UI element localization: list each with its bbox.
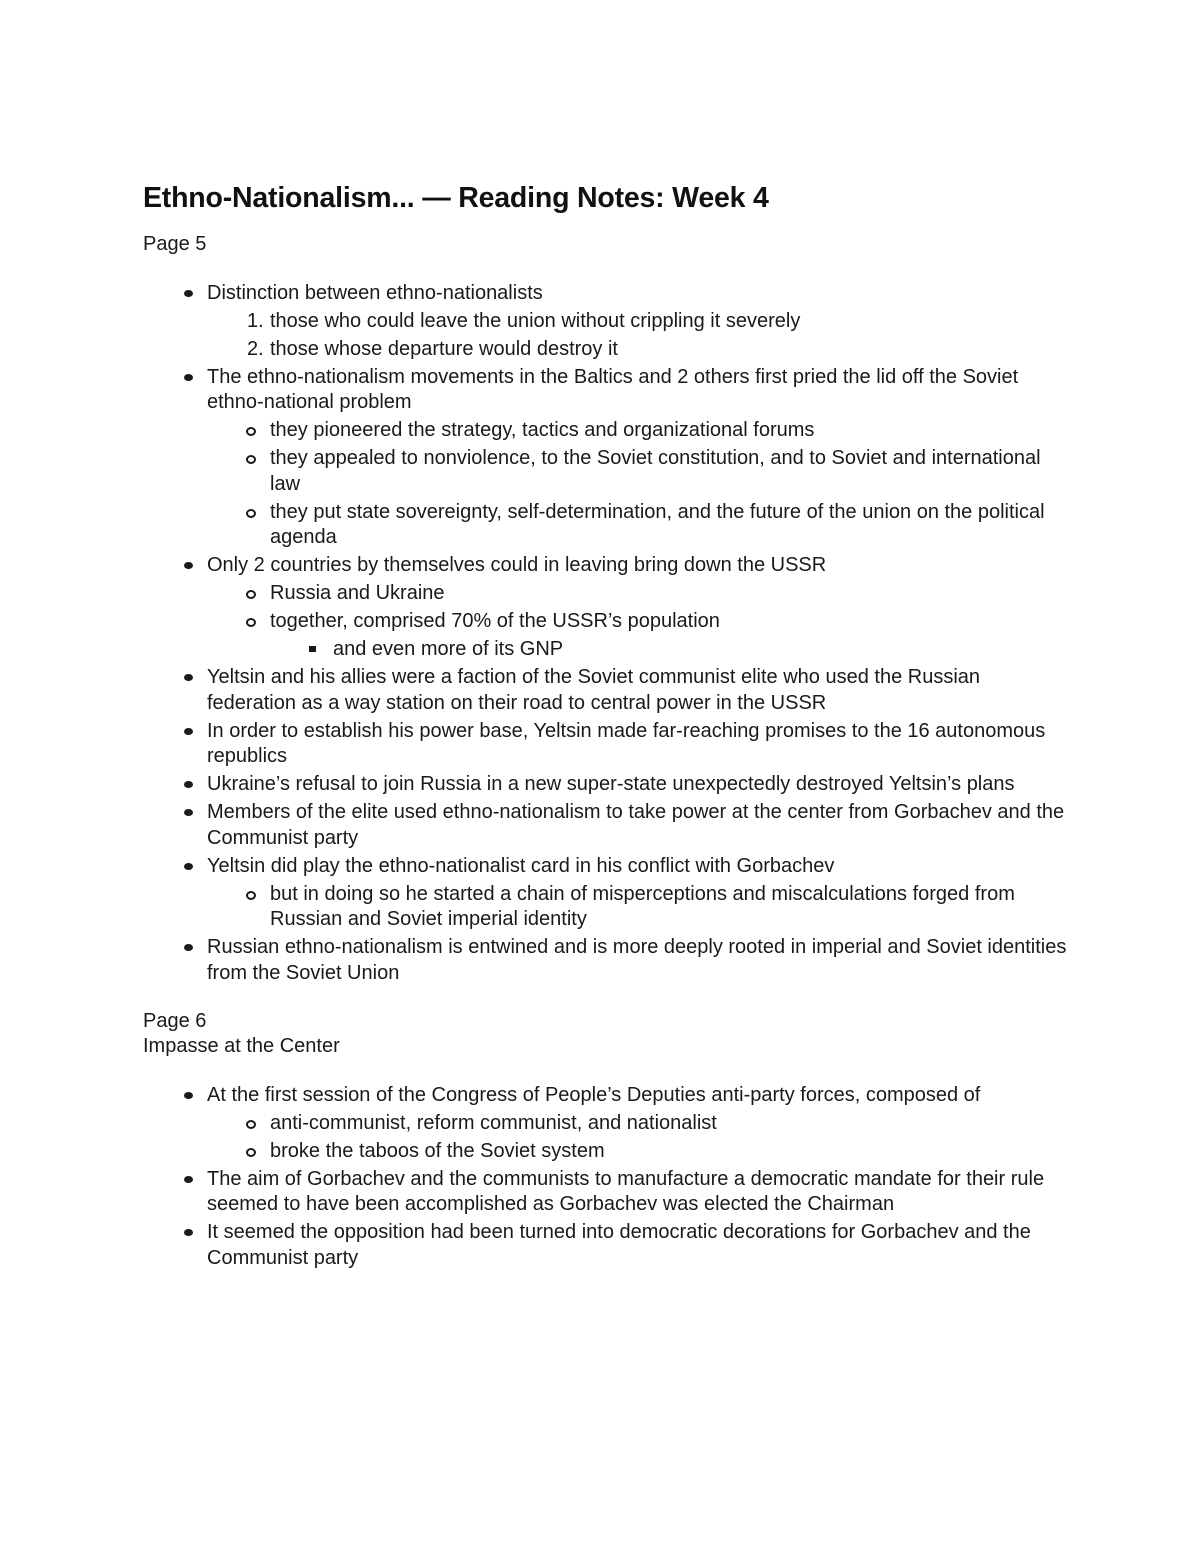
list-item: 1. those who could leave the union without crippling it severely [143,309,1073,335]
list-item: they pioneered the strategy, tactics and organizational forums [143,418,1073,444]
list-item: 2. those whose departure would destroy it [143,337,1073,363]
list-item: Russian ethno-nationalism is entwined and is more deeply rooted in imperial and Soviet identities from the Soviet Union [143,935,1073,986]
bullet-square-icon [309,646,316,652]
sub-bullet-list [143,1111,1073,1165]
sub-sub-bullet-list [143,637,1073,663]
bullet-circle-icon [246,618,256,627]
bullet-disc-icon [184,1176,193,1183]
list-item: they appealed to nonviolence, to the Soviet constitution, and to Soviet and international law [143,446,1073,497]
list-item: broke the taboos of the Soviet system [143,1139,1073,1165]
bullet-circle-icon [246,891,256,900]
list-item: Ukraine’s refusal to join Russia in a new super-state unexpectedly destroyed Yeltsin’s plans [143,772,1073,798]
bullet-disc-icon [184,1229,193,1236]
document-title: Ethno-Nationalism... — Reading Notes: Week 4 [143,182,769,214]
bullet-disc-icon [184,863,193,870]
list-number: 2. [247,337,264,360]
list-item: At the first session of the Congress of People’s Deputies anti-party forces, composed of [143,1083,1073,1109]
bullet-circle-icon [246,1120,256,1129]
bullet-disc-icon [184,944,193,951]
bullet-disc-icon [184,809,193,816]
list-item: It seemed the opposition had been turned into democratic decorations for Gorbachev and the Communist party [143,1220,1073,1271]
document-page [143,178,1073,1274]
list-item: Members of the elite used ethno-nationalism to take power at the center from Gorbachev and the Communist party [143,800,1073,851]
list-item: The ethno-nationalism movements in the Baltics and 2 others first pried the lid off the Soviet ethno-national problem [143,365,1073,416]
bullet-circle-icon [246,509,256,518]
bullet-list [143,281,1073,307]
bullet-disc-icon [184,562,193,569]
section-header: Page 5 [143,233,207,255]
list-item: and even more of its GNP [143,637,1073,663]
bullet-list [143,665,1073,879]
bullet-circle-icon [246,590,256,599]
bullet-disc-icon [184,781,193,788]
list-item: In order to establish his power base, Yeltsin made far-reaching promises to the 16 autonomous republics [143,719,1073,770]
section-page-5 [143,232,1073,986]
bullet-disc-icon [184,1092,193,1099]
list-item: Yeltsin did play the ethno-nationalist card in his conflict with Gorbachev [143,854,1073,880]
bullet-circle-icon [246,455,256,464]
list-item: Yeltsin and his allies were a faction of the Soviet communist elite who used the Russian federation as a way station on their road to central power in the USSR [143,665,1073,716]
list-item: together, comprised 70% of the USSR’s population [143,609,1073,635]
bullet-disc-icon [184,290,193,297]
list-item: The aim of Gorbachev and the communists to manufacture a democratic mandate for their rule seemed to have been accomplished as Gorbachev was elected the Chairman [143,1167,1073,1218]
bullet-circle-icon [246,427,256,436]
list-item: they put state sovereignty, self-determination, and the future of the union on the political agenda [143,500,1073,551]
list-item: Only 2 countries by themselves could in leaving bring down the USSR [143,553,1073,579]
list-item: but in doing so he started a chain of misperceptions and miscalculations forged from Russian and Soviet imperial identity [143,882,1073,933]
bullet-circle-icon [246,1148,256,1157]
section-header: Page 6 [143,1009,207,1032]
section-subheader: Impasse at the Center [143,1035,340,1057]
sub-bullet-list [143,418,1073,551]
list-item: Distinction between ethno-nationalists [143,281,1073,307]
list-item: anti-communist, reform communist, and nationalist [143,1111,1073,1137]
list-number: 1. [247,309,264,332]
sub-bullet-list [143,581,1073,635]
section-page-6 [143,1009,1073,1272]
bullet-list [143,553,1073,579]
bullet-disc-icon [184,374,193,381]
list-item: Russia and Ukraine [143,581,1073,607]
sub-bullet-list [143,882,1073,933]
bullet-list [143,365,1073,416]
numbered-list [143,309,1073,363]
bullet-disc-icon [184,674,193,681]
bullet-list [143,1083,1073,1109]
bullet-disc-icon [184,728,193,735]
bullet-list [143,935,1073,986]
bullet-list [143,1167,1073,1272]
